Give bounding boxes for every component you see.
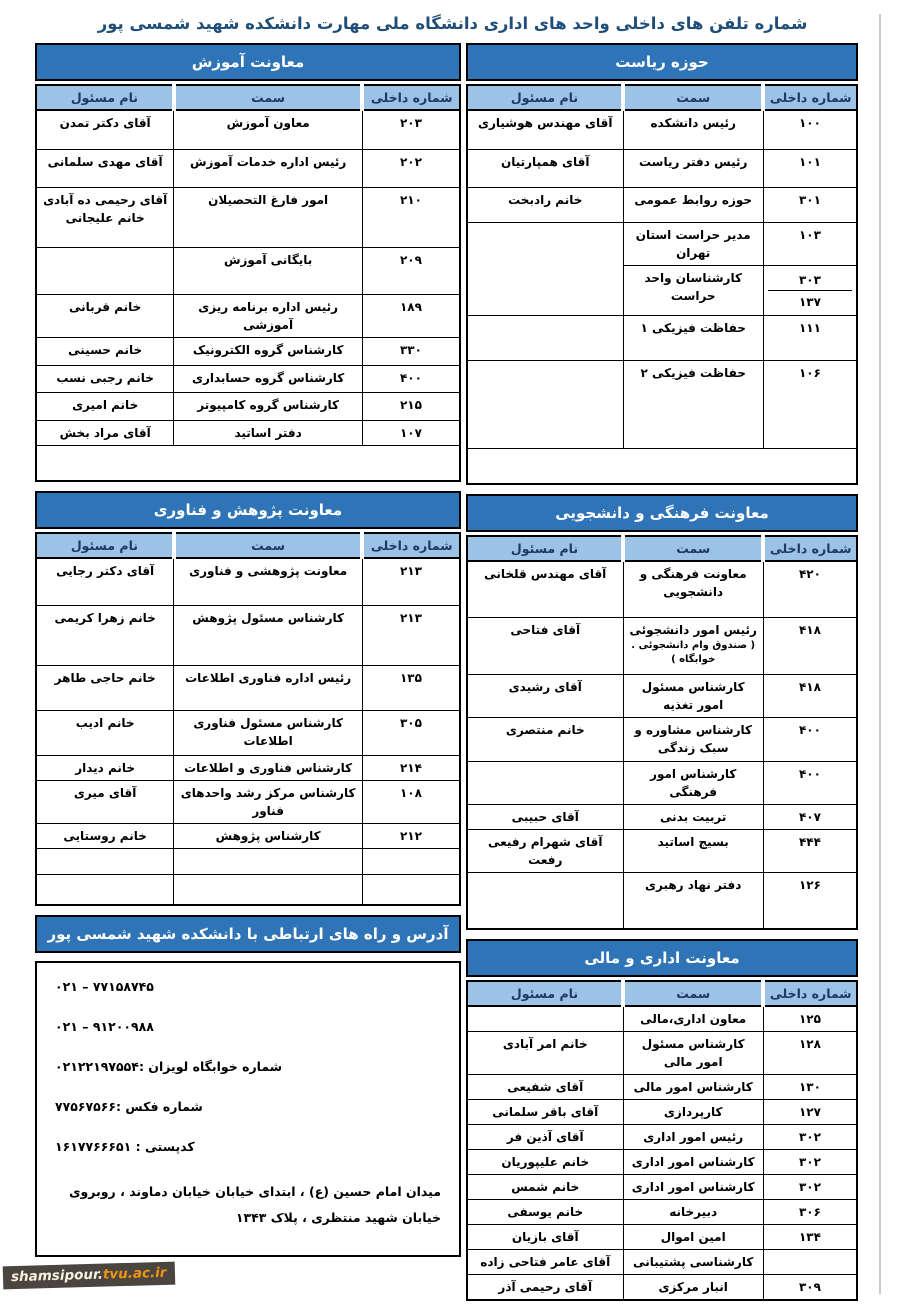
section-contact [35, 915, 461, 1257]
extension-cell: ۱۳۵ [362, 666, 460, 711]
table-row [467, 1032, 857, 1075]
position-cell: رئیس اداره فناوری اطلاعات [174, 666, 363, 711]
name-cell: آقای رشیدی [467, 675, 623, 718]
position-cell: تربیت بدنی [623, 805, 763, 830]
dorm-phone-line: شماره خوابگاه لویزان :۰۲۱۲۲۱۹۷۵۵۴ [55, 1059, 283, 1074]
position-cell: کارشناس پژوهش [174, 824, 363, 849]
table-row [467, 618, 857, 675]
name-cell: خانم شمس [467, 1175, 623, 1200]
watermark-site-name: shamsipour. [10, 1266, 104, 1286]
extension-cell: ۱۳۰ [763, 1075, 857, 1100]
extension-cell: ۲۱۳ [362, 606, 460, 666]
position-cell: بسیج اساتید [623, 830, 763, 873]
extension-cell: ۱۳۴ [763, 1225, 857, 1250]
scan-edge-line [879, 14, 881, 1294]
table-row [467, 223, 857, 266]
position-cell: کارشناس گروه حسابداری [174, 366, 363, 393]
table-row [36, 188, 460, 248]
position-cell: کارشناس مسئول پژوهش [174, 606, 363, 666]
name-cell: آقای دکتر تمدن [36, 110, 174, 150]
table-row [467, 1175, 857, 1200]
position-cell: حفاظت فیزیکی ۲ [623, 361, 763, 449]
content-columns [35, 43, 863, 1310]
name-cell: آقای دکتر رجایی [36, 558, 174, 606]
street-address: میدان امام حسین (ع) ، ابتدای خیابان خیابان دماوند ، روبروی خیابان شهید منتظری ، پلاک ۱۳۴۳ [69, 1184, 441, 1226]
position-cell: معاون آموزش [174, 110, 363, 150]
position-cell: کارشناسی پشتیبانی [623, 1250, 763, 1275]
fax-line: شماره فکس :۷۷۵۶۷۵۶۶ [55, 1099, 203, 1114]
extension-cell: ۱۲۵ [763, 1006, 857, 1032]
table-row [36, 150, 460, 188]
table-row [467, 1200, 857, 1225]
name-cell: آقای شفیعی [467, 1075, 623, 1100]
extension-cell: ۳۰۳ ۱۳۷ [763, 266, 857, 316]
name-cell: خانم رجبی نسب [36, 366, 174, 393]
position-cell: کارشناس مسئول امور تغذیه [623, 675, 763, 718]
position-cell [174, 875, 363, 906]
section-cultural-student [466, 494, 858, 930]
table-row [36, 711, 460, 756]
phone-line-2: ۰۲۱ – ۹۱۲۰۰۹۸۸ [55, 1019, 154, 1034]
table-header-row [36, 85, 460, 110]
section-research [35, 491, 461, 906]
name-cell: آقای مهندس قلخانی [467, 561, 623, 618]
extension-cell: ۲۰۹ [362, 248, 460, 295]
name-cell: آقای آذین فر [467, 1125, 623, 1150]
extension-cell: ۴۰۰ [763, 718, 857, 762]
name-cell: خانم منتصری [467, 718, 623, 762]
col-header-number: شماره داخلی [763, 85, 857, 110]
table-header-row [467, 981, 857, 1006]
name-cell: خانم حاجی طاهر [36, 666, 174, 711]
name-cell: آقای رحیمی ده آبادی خانم علیجانی [36, 188, 174, 248]
extension-cell: ۱۰۸ [362, 781, 460, 824]
col-header-name: نام مسئول [467, 85, 623, 110]
table-row [36, 446, 460, 482]
name-cell: آقای عامر فتاحی زاده [467, 1250, 623, 1275]
extension-cell: ۱۰۰ [763, 110, 857, 150]
table-row [467, 561, 857, 618]
postal-code-line: کدپستی : ۱۶۱۷۷۶۶۶۵۱ [55, 1139, 195, 1154]
position-cell: کارشناس گروه کامپیوتر [174, 393, 363, 421]
extension-cell: ۴۰۷ [763, 805, 857, 830]
position-cell: مدیر حراست استان تهران [623, 223, 763, 266]
name-cell [36, 849, 174, 875]
position-cell: امین اموال [623, 1225, 763, 1250]
table-row [467, 718, 857, 762]
position-cell: کارشناسان واحد حراست [623, 266, 763, 316]
extension-cell: ۱۲۸ [763, 1032, 857, 1075]
name-cell: آقای همپارتیان [467, 150, 623, 188]
col-header-position: سمت [623, 536, 763, 561]
table-row [467, 805, 857, 830]
table-row [36, 393, 460, 421]
position-cell: کارشناس فناوری و اطلاعات [174, 756, 363, 781]
position-cell: کارپردازی [623, 1100, 763, 1125]
education-table [35, 84, 461, 482]
name-cell: آقای مهندس هوشیاری [467, 110, 623, 150]
name-cell: خانم امر آبادی [467, 1032, 623, 1075]
table-row [36, 875, 460, 906]
table-row [36, 824, 460, 849]
name-cell: خانم ادیب [36, 711, 174, 756]
table-row [36, 849, 460, 875]
section-presidency [466, 43, 858, 485]
position-cell: کارشناس مشاوره و سبک زندگی [623, 718, 763, 762]
position-cell: کارشناس مرکز رشد واحدهای فناور [174, 781, 363, 824]
table-row [36, 110, 460, 150]
col-header-position: سمت [174, 85, 363, 110]
presidency-table [466, 84, 858, 485]
table-row [467, 110, 857, 150]
name-cell: خانم زهرا کریمی [36, 606, 174, 666]
contact-box [35, 961, 461, 1257]
empty-cell [36, 446, 460, 482]
table-row [467, 1125, 857, 1150]
section-presidency-header: حوزه ریاست [466, 43, 858, 81]
col-header-position: سمت [174, 533, 363, 558]
extension-cell: ۳۰۲ [763, 1125, 857, 1150]
position-cell: کارشناس امور اداری [623, 1175, 763, 1200]
name-cell: آقای باقر سلمانی [467, 1100, 623, 1125]
extension-cell: ۲۱۴ [362, 756, 460, 781]
name-cell [467, 873, 623, 930]
empty-cell [467, 449, 857, 485]
table-row [467, 1250, 857, 1275]
name-cell: خانم حسینی [36, 338, 174, 366]
table-row [467, 1100, 857, 1125]
extension-cell: ۲۱۰ [362, 188, 460, 248]
extension-cell: ۱۸۹ [362, 295, 460, 338]
extension-cell: ۴۴۴ [763, 830, 857, 873]
position-cell: بایگانی آموزش [174, 248, 363, 295]
col-header-number: شماره داخلی [362, 533, 460, 558]
extension-cell: ۴۰۰ [362, 366, 460, 393]
table-row [36, 421, 460, 446]
table-row [467, 150, 857, 188]
watermark-site-domain: tvu.ac.ir [102, 1264, 167, 1283]
name-cell [36, 875, 174, 906]
col-header-name: نام مسئول [467, 981, 623, 1006]
extension-cell: ۲۰۲ [362, 150, 460, 188]
position-cell: رئیس اداره برنامه ریزی آموزشی [174, 295, 363, 338]
extension-cell [763, 1250, 857, 1275]
phone-line-1: ۰۲۱ – ۷۷۱۵۸۷۴۵ [55, 979, 154, 994]
position-cell: معاونت پژوهشی و فناوری [174, 558, 363, 606]
position-cell [174, 849, 363, 875]
table-row [36, 295, 460, 338]
position-cell: دبیرخانه [623, 1200, 763, 1225]
name-cell: آقای مهدی سلمانی [36, 150, 174, 188]
col-header-name: نام مسئول [36, 533, 174, 558]
table-row [36, 366, 460, 393]
extension-cell: ۳۰۲ [763, 1150, 857, 1175]
site-watermark [3, 1262, 176, 1290]
col-header-position: سمت [623, 85, 763, 110]
table-row [467, 1150, 857, 1175]
extension-cell: ۲۱۲ [362, 824, 460, 849]
page-title: شماره تلفن های داخلی واحد های اداری دانشگاه ملی مهارت دانشکده شهید شمسی پور [97, 14, 808, 33]
name-cell: آقای شهرام رفیعی رفعت [467, 830, 623, 873]
extension-cell: ۱۰۶ [763, 361, 857, 449]
table-row [467, 449, 857, 485]
extension-cell: ۳۰۶ [763, 1200, 857, 1225]
section-cultural-header: معاونت فرهنگی و دانشجویی [466, 494, 858, 532]
extension-cell: ۳۰۲ [763, 1175, 857, 1200]
extension-cell: ۲۱۵ [362, 393, 460, 421]
table-row [467, 1275, 857, 1301]
section-education-header: معاونت آموزش [35, 43, 461, 81]
col-header-number: شماره داخلی [362, 85, 460, 110]
name-cell [467, 316, 623, 361]
position-cell: رئیس دفتر ریاست [623, 150, 763, 188]
extension-cell: ۳۳۰ [362, 338, 460, 366]
name-cell: خانم امیری [36, 393, 174, 421]
position-cell: دفتر نهاد رهبری [623, 873, 763, 930]
extension-cell: ۱۲۶ [763, 873, 857, 930]
position-cell: رئیس امور اداری [623, 1125, 763, 1150]
table-row [467, 316, 857, 361]
admin-finance-table [466, 980, 858, 1301]
col-header-position: سمت [623, 981, 763, 1006]
position-cell: معاون اداری،مالی [623, 1006, 763, 1032]
name-cell: آقای فتاحی [467, 618, 623, 675]
table-header-row [36, 533, 460, 558]
name-cell: آقای حبیبی [467, 805, 623, 830]
position-cell: کارشناس امور مالی [623, 1075, 763, 1100]
position-cell: حوزه روابط عمومی [623, 188, 763, 223]
section-admin-finance [466, 939, 858, 1301]
name-cell: خانم قربانی [36, 295, 174, 338]
name-cell [36, 248, 174, 295]
extension-cell: ۱۰۳ [763, 223, 857, 266]
name-cell [467, 361, 623, 449]
extension-cell: ۱۰۷ [362, 421, 460, 446]
name-cell: آقای مراد بخش [36, 421, 174, 446]
table-row [467, 873, 857, 930]
table-row [36, 666, 460, 711]
table-row [467, 1075, 857, 1100]
position-cell: رئیس اداره خدمات آموزش [174, 150, 363, 188]
name-cell: آقای بازیان [467, 1225, 623, 1250]
position-cell: رئیس امور دانشجوئی ( صندوق وام دانشجوئی . خوابگاه ) [623, 618, 763, 675]
position-cell: معاونت فرهنگی و دانشجویی [623, 561, 763, 618]
name-cell: خانم روستایی [36, 824, 174, 849]
section-admin-header: معاونت اداری و مالی [466, 939, 858, 977]
table-row [36, 606, 460, 666]
section-contact-header: آدرس و راه های ارتباطی با دانشکده شهید شمسی پور [35, 915, 461, 953]
extension-cell [362, 849, 460, 875]
col-header-name: نام مسئول [467, 536, 623, 561]
position-cell: دفتر اساتید [174, 421, 363, 446]
extension-cell: ۴۱۸ [763, 675, 857, 718]
position-cell: حفاظت فیزیکی ۱ [623, 316, 763, 361]
extension-cell [362, 875, 460, 906]
table-header-row [467, 536, 857, 561]
table-row [467, 830, 857, 873]
research-table [35, 532, 461, 906]
name-cell: خانم رادبخت [467, 188, 623, 223]
col-header-name: نام مسئول [36, 85, 174, 110]
col-header-number: شماره داخلی [763, 536, 857, 561]
table-row [467, 1225, 857, 1250]
right-column [466, 43, 858, 1310]
table-row [36, 756, 460, 781]
table-row [467, 361, 857, 449]
table-row [467, 188, 857, 223]
extension-cell: ۴۰۰ [763, 762, 857, 805]
position-cell: امور فارغ التحصیلان [174, 188, 363, 248]
extension-cell: ۳۰۹ [763, 1275, 857, 1301]
name-cell: خانم یوسفی [467, 1200, 623, 1225]
extension-cell: ۲۰۳ [362, 110, 460, 150]
name-cell [467, 762, 623, 805]
table-row [36, 781, 460, 824]
table-row [467, 1006, 857, 1032]
name-cell: خانم دیدار [36, 756, 174, 781]
position-cell: کارشناس مسئول امور مالی [623, 1032, 763, 1075]
extension-cell: ۳۰۵ [362, 711, 460, 756]
position-cell: کارشناس گروه الکترونیک [174, 338, 363, 366]
extension-cell: ۱۱۱ [763, 316, 857, 361]
extension-cell: ۴۲۰ [763, 561, 857, 618]
name-cell [467, 223, 623, 316]
position-cell: رئیس دانشکده [623, 110, 763, 150]
extension-cell: ۳۰۱ [763, 188, 857, 223]
table-row [36, 248, 460, 295]
left-column [35, 43, 461, 1266]
section-research-header: معاونت پژوهش و فناوری [35, 491, 461, 529]
col-header-number: شماره داخلی [763, 981, 857, 1006]
section-education [35, 43, 461, 482]
position-cell: کارشناس مسئول فناوری اطلاعات [174, 711, 363, 756]
name-cell: آقای میری [36, 781, 174, 824]
extension-cell: ۴۱۸ [763, 618, 857, 675]
position-cell: کارشناس امور فرهنگی [623, 762, 763, 805]
cultural-table [466, 535, 858, 930]
name-cell [467, 1006, 623, 1032]
table-header-row [467, 85, 857, 110]
name-cell: خانم علیپوریان [467, 1150, 623, 1175]
table-row [467, 675, 857, 718]
table-row [467, 762, 857, 805]
table-row [36, 338, 460, 366]
name-cell: آقای رحیمی آذر [467, 1275, 623, 1301]
extension-cell: ۲۱۳ [362, 558, 460, 606]
position-cell: کارشناس امور اداری [623, 1150, 763, 1175]
table-row [36, 558, 460, 606]
extension-cell: ۱۲۷ [763, 1100, 857, 1125]
position-cell: انبار مرکزی [623, 1275, 763, 1301]
extension-cell: ۱۰۱ [763, 150, 857, 188]
